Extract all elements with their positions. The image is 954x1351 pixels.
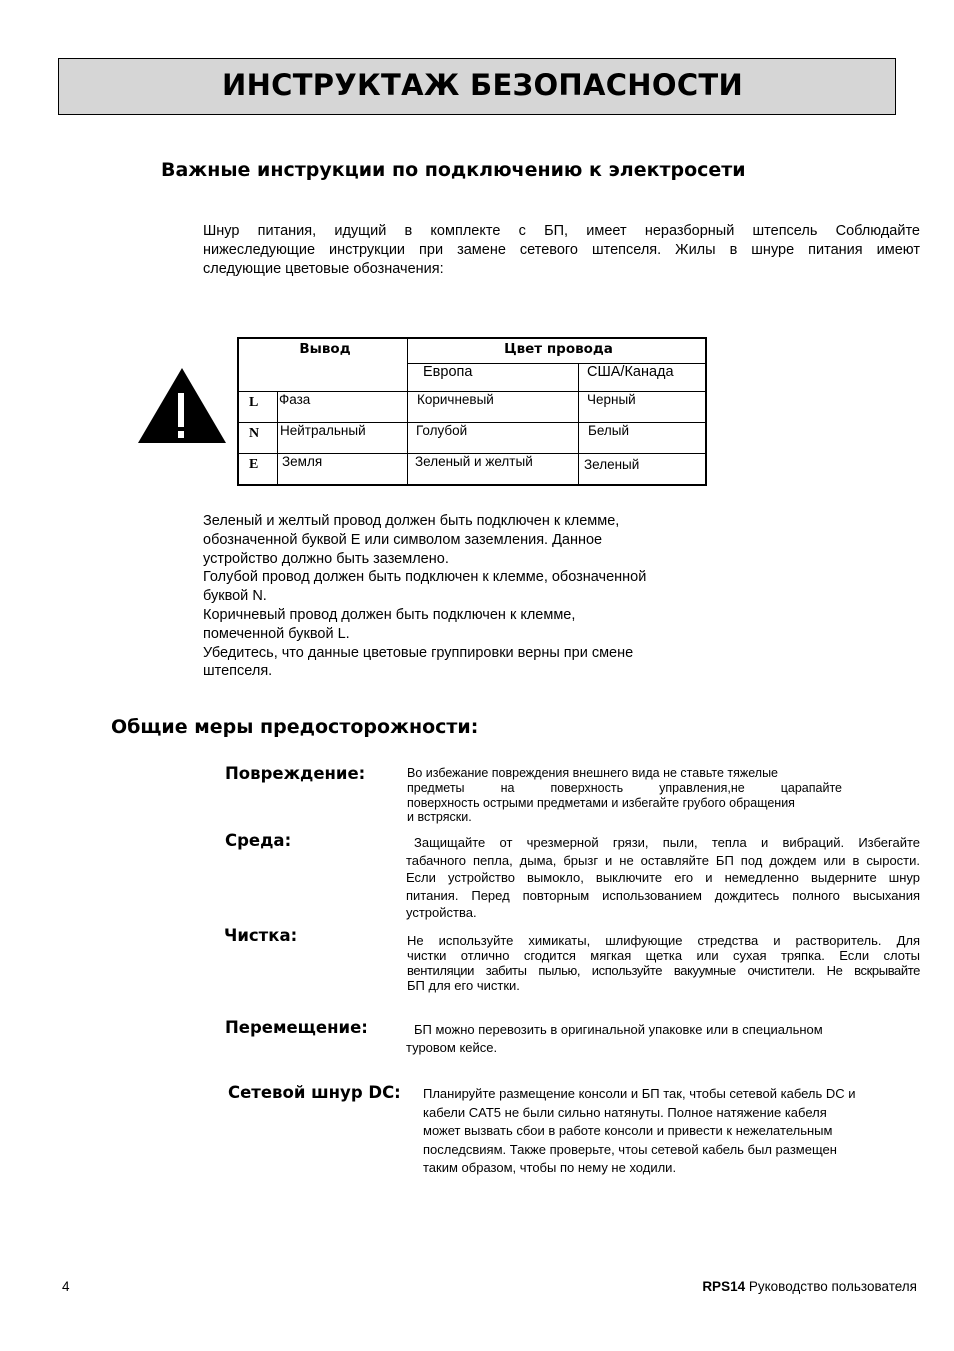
text-line: Планируйте размещение консоли и БП так, чтобы сетевой кабель DC и xyxy=(423,1086,856,1101)
text-line: табачного пепла, дыма, брызг и не оставляйте БП под дождем или в сырости. xyxy=(406,852,920,868)
europe-color: Голубой xyxy=(408,423,579,454)
terminal-letter: L xyxy=(238,392,278,423)
table-row xyxy=(238,454,706,486)
text-line: последсвиям. Также проверьте, чтоы сетевой кабель был размещен xyxy=(423,1141,837,1157)
footer-doc-title xyxy=(702,1279,917,1294)
header-output: Вывод xyxy=(238,338,408,392)
text-line: таким образом, чтобы по нему не ходили. xyxy=(423,1160,677,1176)
terminal-letter: E xyxy=(238,454,278,486)
label-damage: Повреждение: xyxy=(225,764,366,783)
text-line: вентиляции забиты пылью, используйте вакуумные очистители. Не вскрывайте xyxy=(407,963,920,978)
text-line: помеченной буквой L. xyxy=(203,625,350,642)
page-number: 4 xyxy=(62,1279,70,1294)
text-line: устройства. xyxy=(406,905,477,921)
usa-color: Зеленый xyxy=(579,454,707,486)
wire-color-table xyxy=(237,337,707,486)
title-banner xyxy=(58,58,896,115)
text-line: поверхность острыми предметами и избегайте грубого обращения xyxy=(407,795,795,810)
text-transport xyxy=(406,1021,823,1057)
europe-color: Коричневый xyxy=(408,392,579,423)
text-line: Если устройство вымокло, выключите его и немедленно выдерните шнур xyxy=(406,870,920,886)
text-environment xyxy=(406,834,920,922)
text-line: Во избежание повреждения внешнего вида не ставьте тяжелые xyxy=(407,766,779,780)
terminal-name: Земля xyxy=(278,454,408,486)
text-line: следующие цветовые обозначения: xyxy=(203,260,444,277)
text-line: чистки отлично сгодится мягкая щетка или сухая тряпка. Если слоты xyxy=(407,948,920,963)
text-line: туровом кейсе. xyxy=(406,1040,498,1055)
text-line: питания. Перед повторным использованием дождитесь полного высыхания xyxy=(406,887,920,903)
section-heading-precautions: Общие меры предосторожности: xyxy=(111,716,479,738)
terminal-letter: N xyxy=(238,423,278,454)
warning-icon xyxy=(137,367,227,444)
text-line: БП можно перевозить в оригинальной упаковке или в специальном xyxy=(414,1022,823,1037)
europe-color: Зеленый и желтый xyxy=(408,454,579,486)
label-dc-cord: Сетевой шнур DC: xyxy=(228,1083,401,1102)
text-dc-cord xyxy=(423,1085,856,1178)
header-usa: США/Канада xyxy=(579,364,707,392)
text-line: может вызвать сбои в работе консоли и привести к нежелательным xyxy=(423,1123,833,1139)
terminal-name: Нейтральный xyxy=(278,423,408,454)
text-line: кабели CAT5 не были сильно натянуты. Полное натяжение кабеля xyxy=(423,1104,827,1120)
intro-paragraph xyxy=(203,222,920,278)
text-damage xyxy=(407,766,842,825)
header-europe: Европа xyxy=(408,364,579,392)
text-line: и встряски. xyxy=(407,810,472,825)
text-line: буквой N. xyxy=(203,588,267,605)
text-cleaning xyxy=(407,933,920,993)
text-line: Шнур питания, идущий в комплекте с БП, имеет неразборный штепсель Соблюдайте xyxy=(203,223,920,239)
text-line: Зеленый и желтый провод должен быть подключен к клемме, xyxy=(203,513,620,529)
text-line: Не используйте химикаты, шлифующие стредства и растворитель. Для xyxy=(407,933,920,948)
label-transport: Перемещение: xyxy=(225,1018,368,1037)
wiring-notes xyxy=(203,512,646,681)
footer-model: RPS14 xyxy=(702,1279,746,1294)
footer-doc: Руководство пользователя xyxy=(748,1279,917,1294)
text-line: Коричневый провод должен быть подключен к клемме, xyxy=(203,606,576,623)
text-line: обозначенной буквой E или символом заземления. Данное xyxy=(203,531,603,548)
terminal-name: Фаза xyxy=(278,392,408,423)
text-line: нижеследующие инструкции при замене сетевого штепселя. Жилы в шнуре питания имеют xyxy=(203,241,920,258)
text-line: Убедитесь, что данные цветовые группировки верны при смене xyxy=(203,644,634,661)
text-line: предметы на поверхность управления,не царапайте xyxy=(407,780,842,795)
text-line: Голубой провод должен быть подключен к клемме, обозначенной xyxy=(203,569,647,586)
section-heading-power: Важные инструкции по подключению к электросети xyxy=(161,159,746,181)
text-line: Защищайте от чрезмерной грязи, пыли, тепла и вибраций. Избегайте xyxy=(414,835,920,850)
page-title: ИНСТРУКТАЖ БЕЗОПАСНОСТИ xyxy=(222,68,744,102)
usa-color: Белый xyxy=(579,423,707,454)
text-line: штепселя. xyxy=(203,663,273,680)
usa-color: Черный xyxy=(579,392,707,423)
table-row xyxy=(238,423,706,454)
label-cleaning: Чистка: xyxy=(224,926,298,945)
header-wire-color: Цвет провода xyxy=(408,338,707,364)
table-row xyxy=(238,392,706,423)
text-line: БП для его чистки. xyxy=(407,978,520,993)
label-environment: Среда: xyxy=(225,831,292,850)
text-line: устройство должно быть заземлено. xyxy=(203,550,449,567)
